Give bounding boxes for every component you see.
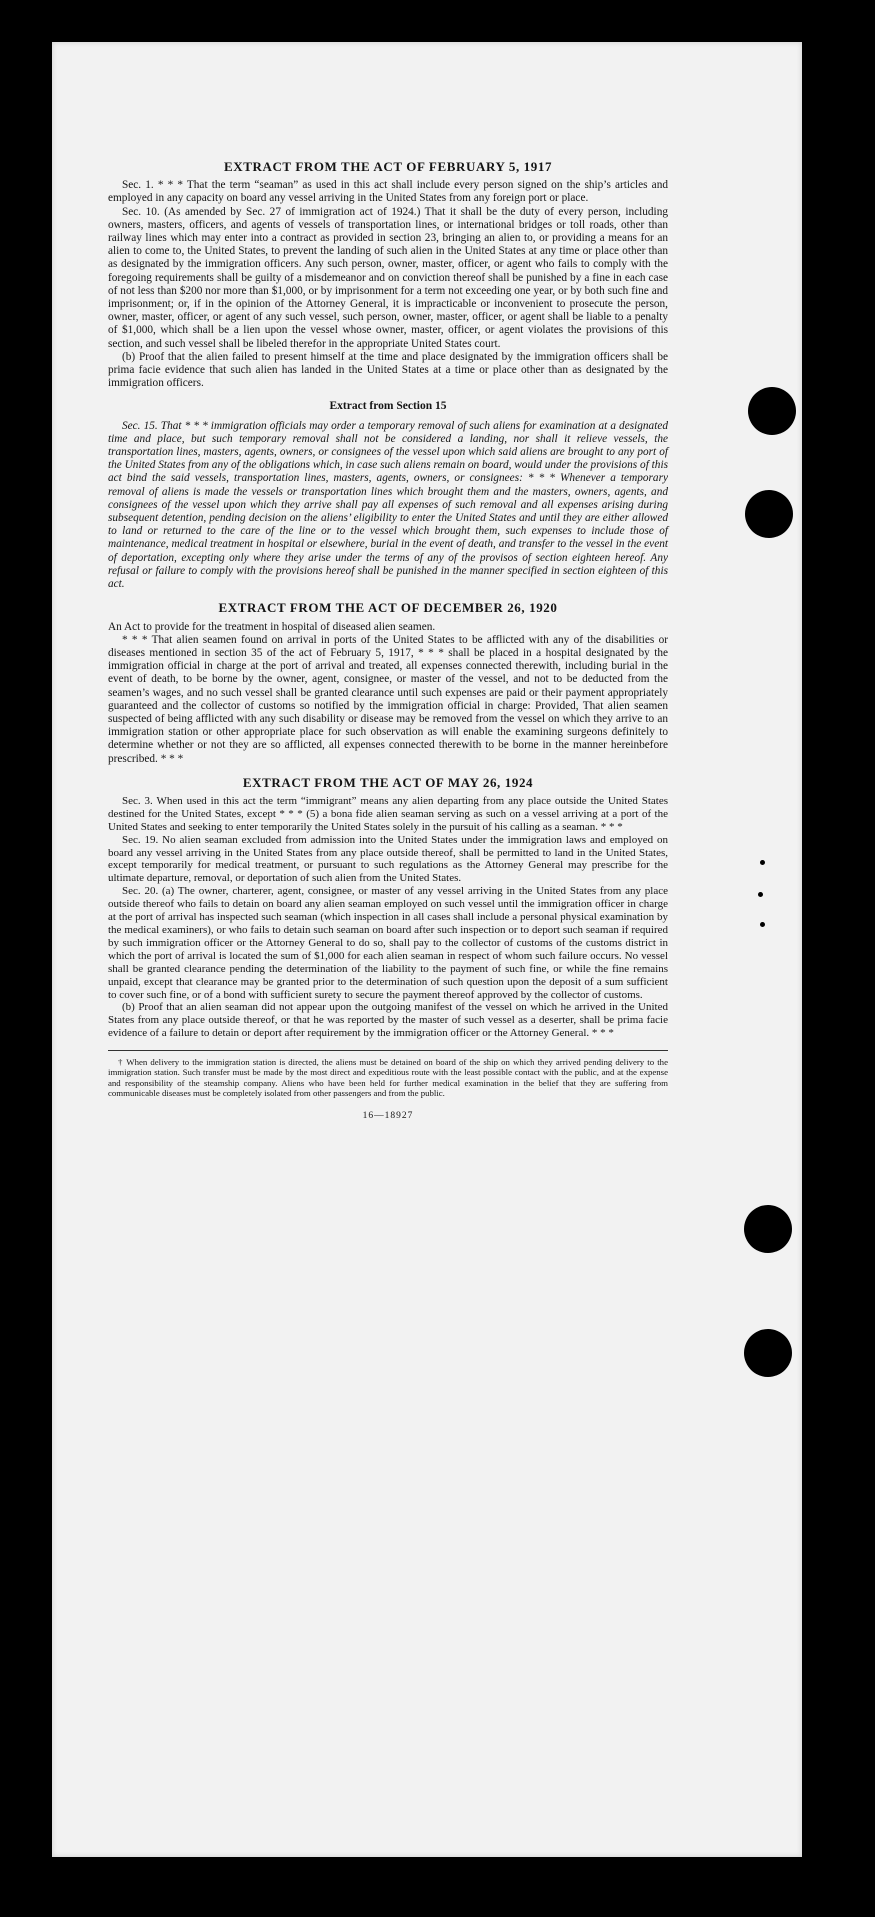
heading-act-1924: EXTRACT FROM THE ACT OF MAY 26, 1924	[242, 774, 534, 790]
scan-speck	[760, 860, 765, 865]
scan-speck	[760, 922, 765, 927]
punch-hole	[744, 1329, 792, 1377]
section-10-b-paragraph: (b) Proof that the alien failed to present himself at the time and place designated by the immigration officers shall be prima facie evidence that such alien has landed in the United States at a time or place other than as designated by the immigration officers.	[108, 350, 668, 390]
section-20-a-paragraph: Sec. 20. (a) The owner, charterer, agent, consignee, or master of any vessel arriving in the United States from any place outside thereof who fails to detain on board any alien seaman employed on such vessel until the immigration officer in charge at the port of arrival has inspected such seaman (which inspection in all cases shall include a personal physical examination by the medical examiners), or who fails to detain such seaman on board after such inspection or to deport such seaman if required by such immigration officer or the Attorney General to do so, shall pay to the collector of customs of the customs district in which the port of arrival is located the sum of $1,000 for each alien seaman in respect of whom such failure occurs. No vessel shall be granted clearance pending the determination of the liability to the payment of such fine, or while the fine remains unpaid, except that clearance may be granted prior to the determination of such question upon the deposit of a sum sufficient to cover such fine, or of a bond with sufficient surety to secure the payment thereof approved by the collector of customs.	[108, 885, 668, 1001]
heading-act-1917: EXTRACT FROM THE ACT OF FEBRUARY 5, 1917	[223, 159, 553, 174]
section-3-paragraph: Sec. 3. When used in this act the term “immigrant” means any alien departing from any place outside the United States destined for the United States, except * * * (5) a bona fide alien seaman serving as such on a vessel arriving at a port of the United States and seeking to enter temporarily the United States solely in the pursuit of his calling as a seaman. * * *	[108, 794, 668, 833]
act-1920-paragraph: * * * That alien seamen found on arrival in ports of the United States to be afflicted with any of the disabilities or diseases mentioned in section 35 of the act of February 5, 1917, * * * shall be placed in a hospital designated by the immigration official in charge at the port of arrival and treated, all expenses connected therewith, including burial in the event of death, to be borne by the owner, agent, consignee, or master of the vessel, and not to be deducted from the seamen’s wages, and no such vessel shall be granted clearance until such expenses are paid or their payment appropriately guaranteed and the collector of customs so notified by the immigration official in charge: Provided, That alien seamen suspected of being afflicted with any such disability or disease may be removed from the vessel on which they arrive to an immigration station or other appropriate place for such observation as will enable the examining surgeons definitely to determine whether or not they are so afflicted, all expenses connected therewith to be borne in the manner hereinbefore prescribed. * * *	[108, 633, 668, 765]
section-1-paragraph: Sec. 1. * * * That the term “seaman” as used in this act shall include every person signed on the ship’s articles and employed in any capacity on board any vessel arriving in the United States from any foreign port or place.	[108, 179, 668, 205]
section-20-b-paragraph: (b) Proof that an alien seaman did not appear upon the outgoing manifest of the vessel on which he arrived in the United States from any place outside thereof, or that he was reported by the master of such vessel as a deserter, shall be prima facie evidence of a failure to detain or deport after requirement by the immigration officer or the Attorney General. * * *	[108, 1001, 668, 1040]
section-19-paragraph: Sec. 19. No alien seaman excluded from admission into the United States under the immigration laws and employed on board any vessel arriving in the United States from any place outside thereof, shall be permitted to land in the United States, except temporarily for medical treatment, or pursuant to such regulations as the Attorney General may prescribe for the ultimate departure, removal, or deportation of such alien from the United States.	[108, 833, 668, 885]
punch-hole	[744, 1205, 792, 1253]
text-column	[108, 160, 668, 1123]
footnote-block	[108, 1057, 668, 1098]
section-15-block	[108, 420, 668, 592]
print-code: 16—18927	[362, 1110, 414, 1121]
section-10-paragraph: Sec. 10. (As amended by Sec. 27 of immigration act of 1924.) That it shall be the duty of every person, including owners, masters, officers, and agents of vessels of transportation lines, or international bridges or toll roads, other than railway lines which may enter into a contract as provided in section 23, bringing an alien to, or providing a means for an alien to come to, the United States, to prevent the landing of such alien in the United States at any time or place other than as designated by the immigration officers. Any such person, owner, master, officer, or agent who fails to comply with the foregoing requirements shall be guilty of a misdemeanor and on conviction thereof shall be punished by a fine in each case of not less than $200 nor more than $1,000, or by imprisonment for a term not exceeding one year, or by both such fine and imprisonment; or, if in the opinion of the Attorney General, it is impracticable or inconvenient to prosecute the person, owner, master, officer, or agent of any such vessel, such person, owner, master, officer, or agent shall be liable to a penalty of $1,000, which shall be a lien upon the vessel whose owner, master, officer, or agent violates the provisions of this section, and such vessel shall be libeled therefor in the appropriate United States court.	[108, 205, 668, 350]
act-1924-block	[108, 795, 668, 1040]
heading-section-15: Extract from Section 15	[329, 400, 447, 413]
act-1920-title: An Act to provide for the treatment in hospital of diseased alien seamen.	[108, 620, 436, 633]
punch-hole	[748, 387, 796, 435]
footnote-divider	[108, 1050, 668, 1051]
document-page	[52, 42, 802, 1857]
section-15-paragraph: Sec. 15. That * * * immigration officials may order a temporary removal of such aliens for examination at a designated time and place, but such temporary removal shall not be considered a landing, nor shall it relieve vessels, the transportation lines, masters, agents, owners, or consignees of the vessel upon which said aliens are brought to any port of the United States from any of the obligations which, in case such aliens remain on board, would under the provisions of this act bind the said vessels, transportation lines, masters, agents, owners, or consignees: * * * Whenever a temporary removal of aliens is made the vessels or transportation lines which brought them and the masters, owners, agents, and consignees of the vessel upon which they arrive shall pay all expenses of such removal and all expenses arising during subsequent detention, pending decision on the aliens’ eligibility to enter the United States and until they are either allowed to land or returned to the care of the line or to the vessel which brought them, such expenses to include those of maintenance, medical treatment in hospital or elsewhere, burial in the event of death, and transfer to the vessel in the event of deportation, excepting only where they arise under the terms of any of the provisos of section eighteen hereof. Any refusal or failure to comply with the provisions hereof shall be punished in the manner specified in section eighteen of this act.	[108, 419, 668, 591]
punch-hole	[745, 490, 793, 538]
heading-act-1920: EXTRACT FROM THE ACT OF DECEMBER 26, 1920	[218, 600, 558, 616]
footnote-text: † When delivery to the immigration station is directed, the aliens must be detained on board of the ship on which they arrived pending delivery to the immigration station. Such transfer must be made by the most direct and expeditious route with the least possible contact with the public, and at the expense and responsibility of the steamship company. Aliens who have been held for further medical examination in the belief that they are suffering from communicable diseases must be completely isolated from other passengers and from the public.	[108, 1057, 668, 1098]
scan-speck	[758, 892, 763, 897]
